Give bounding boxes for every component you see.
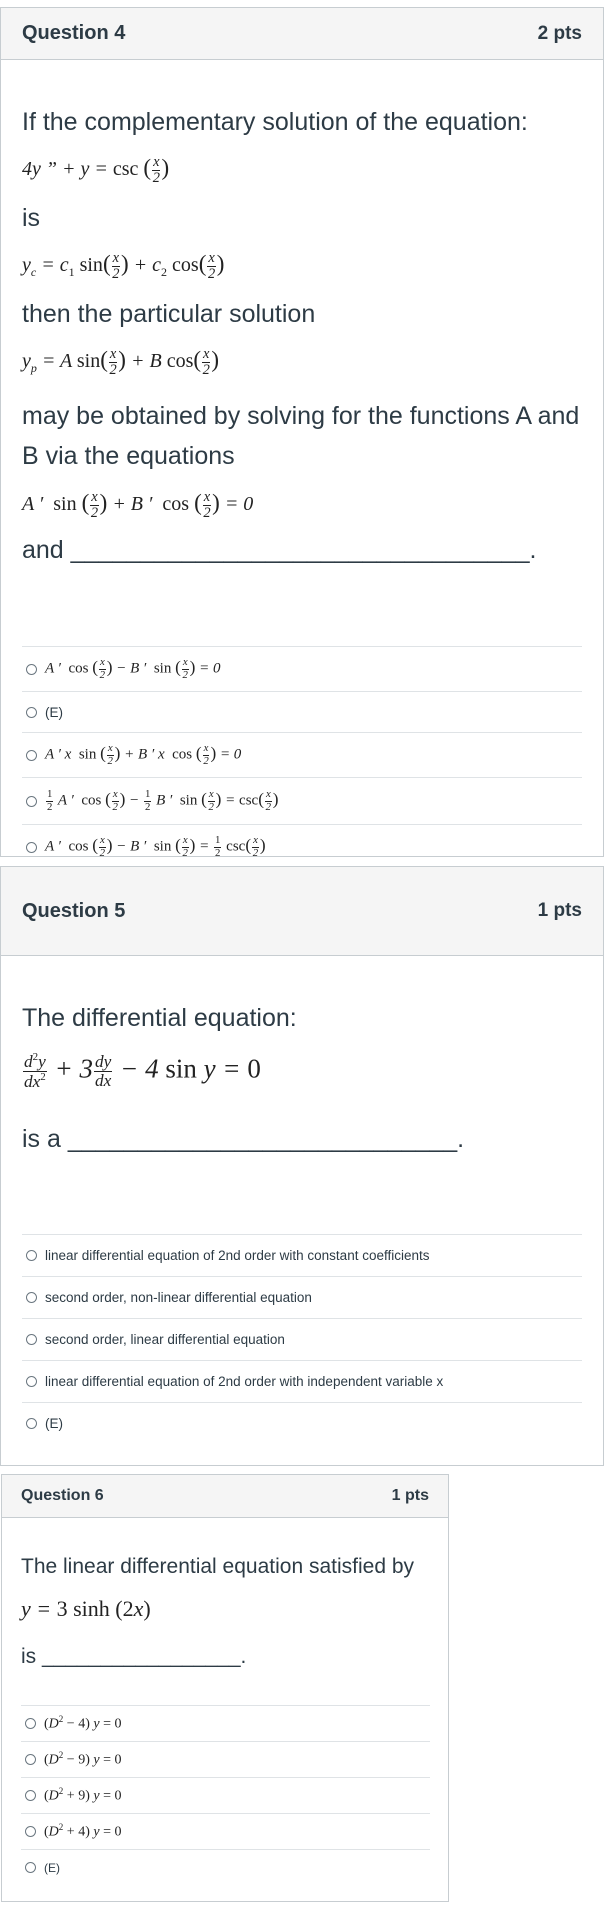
answer-option[interactable] xyxy=(22,824,582,869)
radio-button[interactable] xyxy=(26,1250,37,1261)
answer-option[interactable] xyxy=(21,1777,430,1813)
answer-option[interactable] xyxy=(22,1402,582,1444)
answer-label: $(D^2 - 9) y = 0$ xyxy=(44,1750,122,1768)
equation: 4y ” + y = csc ( $\frac{x}{2}$ ) xyxy=(22,154,170,187)
radio-button[interactable] xyxy=(26,664,37,675)
function-equation: y = 3 sinh (2x) xyxy=(21,1596,151,1621)
answer-label: A ′ cos ( $\frac{x}{2}$ ) − B ′ sin ( $\frac{x}{2}$ ) = 0 xyxy=(45,656,221,681)
radio-button[interactable] xyxy=(25,1718,36,1729)
radio-button[interactable] xyxy=(26,1334,37,1345)
answer-option[interactable] xyxy=(21,1741,430,1777)
question-points: 2 pts xyxy=(537,22,582,44)
answer-label: $(D^2 - 4) y = 0$ xyxy=(44,1714,122,1732)
radio-button[interactable] xyxy=(25,1826,36,1837)
answer-label: (E) xyxy=(45,704,63,720)
question-5 xyxy=(0,866,604,1466)
answer-list xyxy=(22,1234,582,1444)
answer-label: A ′ cos ( $\frac{x}{2}$ ) − B ′ sin ( $\frac{x}{2}$ ) = $\frac{1}{2}$ csc( $\frac{x}{2}$ ) xyxy=(45,834,266,859)
radio-button[interactable] xyxy=(26,707,37,718)
question-text: and _________________________________. xyxy=(22,536,537,564)
answer-option[interactable] xyxy=(22,1318,582,1360)
answer-label: $(D^2 + 9) y = 0$ xyxy=(44,1786,122,1804)
answer-list xyxy=(22,646,582,869)
question-text: The linear differential equation satisfied by xyxy=(21,1555,415,1578)
radio-button[interactable] xyxy=(26,750,37,761)
question-title: Question 5 xyxy=(22,899,126,922)
answer-option[interactable] xyxy=(22,646,582,691)
equation: A ′ sin ( $\frac{x}{2}$ ) + B ′ cos ( $\frac{x}{2}$ ) = 0 xyxy=(22,489,254,522)
particular-solution: $y_p = A$ sin( $\frac{x}{2}$ ) + B cos( $\frac{x}{2}$ ) xyxy=(22,346,220,379)
answer-label: (E) xyxy=(45,1416,63,1431)
question-points: 1 pts xyxy=(537,900,582,921)
question-text: is a ____________________________. xyxy=(22,1125,465,1153)
answer-option[interactable] xyxy=(22,691,582,732)
question-text: is xyxy=(22,204,41,232)
radio-button[interactable] xyxy=(25,1754,36,1765)
answer-option[interactable] xyxy=(22,1234,582,1276)
answer-option[interactable] xyxy=(22,777,582,824)
differential-equation: $\frac{d^2y}{dx^2}$ + 3 $\frac{dy}{dx}$ − 4 sin y = 0 xyxy=(24,1051,261,1091)
answer-list xyxy=(21,1705,430,1885)
question-points: 1 pts xyxy=(391,1487,429,1504)
answer-label: linear differential equation of 2nd order with independent variable x xyxy=(45,1374,444,1389)
radio-button[interactable] xyxy=(26,1292,37,1303)
question-4 xyxy=(0,7,604,857)
answer-label: (E) xyxy=(44,1860,60,1875)
question-text: is _________________. xyxy=(21,1645,247,1668)
radio-button[interactable] xyxy=(25,1862,36,1873)
radio-button[interactable] xyxy=(25,1790,36,1801)
answer-option[interactable] xyxy=(21,1705,430,1741)
question-title: Question 6 xyxy=(21,1487,104,1504)
answer-option[interactable] xyxy=(22,1276,582,1318)
question-header xyxy=(1,8,603,60)
answer-option[interactable] xyxy=(22,1360,582,1402)
question-text: If the complementary solution of the equation: xyxy=(22,108,528,136)
answer-option[interactable] xyxy=(22,732,582,777)
radio-button[interactable] xyxy=(26,796,37,807)
question-header xyxy=(2,1475,448,1518)
answer-label: second order, linear differential equation xyxy=(45,1332,285,1347)
answer-label: linear differential equation of 2nd order with constant coefficients xyxy=(45,1248,430,1263)
question-text: may be obtained by solving for the functions A and B via the equations xyxy=(22,402,580,470)
complementary-solution: $y_c = c_1$ sin( $\frac{x}{2}$ ) + $c_2$ cos( $\frac{x}{2}$ ) xyxy=(22,250,225,283)
answer-option[interactable] xyxy=(21,1849,430,1885)
answer-option[interactable] xyxy=(21,1813,430,1849)
question-title: Question 4 xyxy=(22,22,126,44)
radio-button[interactable] xyxy=(26,1418,37,1429)
answer-label: $(D^2 + 4) y = 0$ xyxy=(44,1822,122,1840)
answer-label: second order, non-linear differential equation xyxy=(45,1290,312,1305)
question-6 xyxy=(1,1474,449,1902)
answer-label: A ′ x sin ( $\frac{x}{2}$ ) + B ′ x cos ( $\frac{x}{2}$ ) = 0 xyxy=(45,742,242,767)
question-header xyxy=(1,867,603,956)
answer-label: $\frac{1}{2}$ A ′ cos ( $\frac{x}{2}$ ) − $\frac{1}{2}$ B ′ sin ( $\frac{x}{2}$ ) = csc( $\frac{x}{2}$ ) xyxy=(47,788,279,813)
radio-button[interactable] xyxy=(26,1376,37,1387)
question-text: The differential equation: xyxy=(22,1004,297,1032)
question-text: then the particular solution xyxy=(22,300,316,328)
radio-button[interactable] xyxy=(26,842,37,853)
